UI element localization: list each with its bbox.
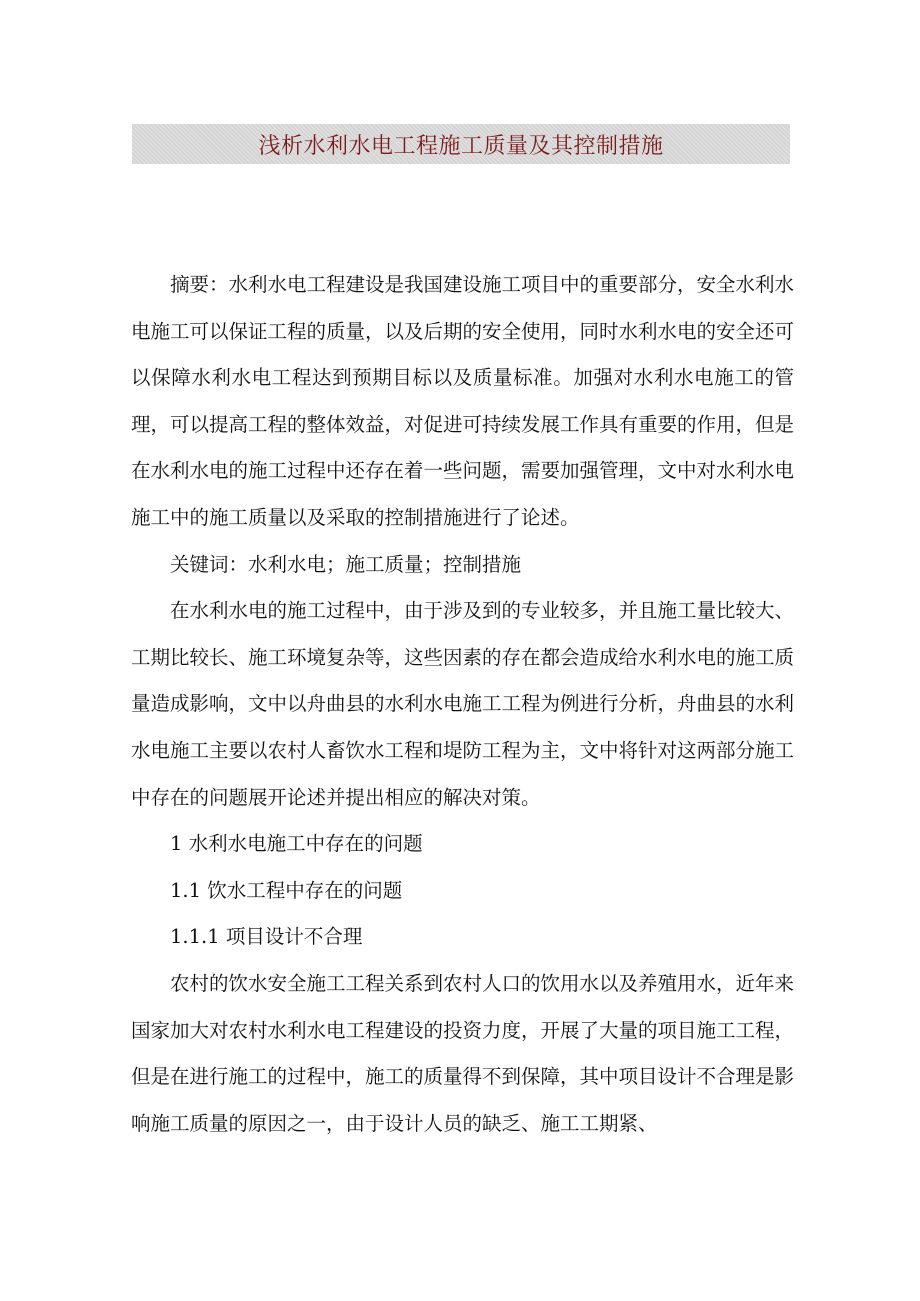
document-title: 浅析水利水电工程施工质量及其控制措施 <box>258 133 664 159</box>
abstract-paragraph: 摘要：水利水电工程建设是我国建设施工项目中的重要部分，安全水利水电施工可以保证工程的质量，以及后期的安全使用，同时水利水电的安全还可以保障水利水电工程达到预期目标以及质量标准。加强对水利水电施工的管理，可以提高工程的整体效益，对促进可持续发展工作具有重要的作用，但是在水利水电的施工过程中还存在着一些问题，需要加强管理，文中对水利水电施工中的施工质量以及采取的控制措施进行了论述。 <box>131 273 795 529</box>
section-heading-1: 1 水利水电施工中存在的问题 <box>170 832 423 856</box>
keywords-paragraph: 关键词：水利水电；施工质量；控制措施 <box>170 552 522 576</box>
intro-paragraph: 在水利水电的施工过程中，由于涉及到的专业较多，并且施工量比较大、工期比较长、施工环境复杂等，这些因素的存在都会造成给水利水电的施工质量造成影响，文中以舟曲县的水利水电施工工程为例进行分析，舟曲县的水利水电施工主要以农村人畜饮水工程和堤防工程为主，文中将针对这两部分施工中存在的问题展开论述并提出相应的解决对策。 <box>131 599 795 809</box>
section-heading-1-1-1: 1.1.1 项目设计不合理 <box>170 925 363 949</box>
document-body <box>131 262 794 1147</box>
title-banner <box>132 124 790 164</box>
body-paragraph-1-1-1: 农村的饮水安全施工工程关系到农村人口的饮用水以及养殖用水，近年来国家加大对农村水利水电工程建设的投资力度，开展了大量的项目施工工程，但是在进行施工的过程中，施工的质量得不到保障，其中项目设计不合理是影响施工质量的原因之一，由于设计人员的缺乏、施工工期紧、 <box>131 971 795 1135</box>
section-heading-1-1: 1.1 饮水工程中存在的问题 <box>170 878 403 902</box>
